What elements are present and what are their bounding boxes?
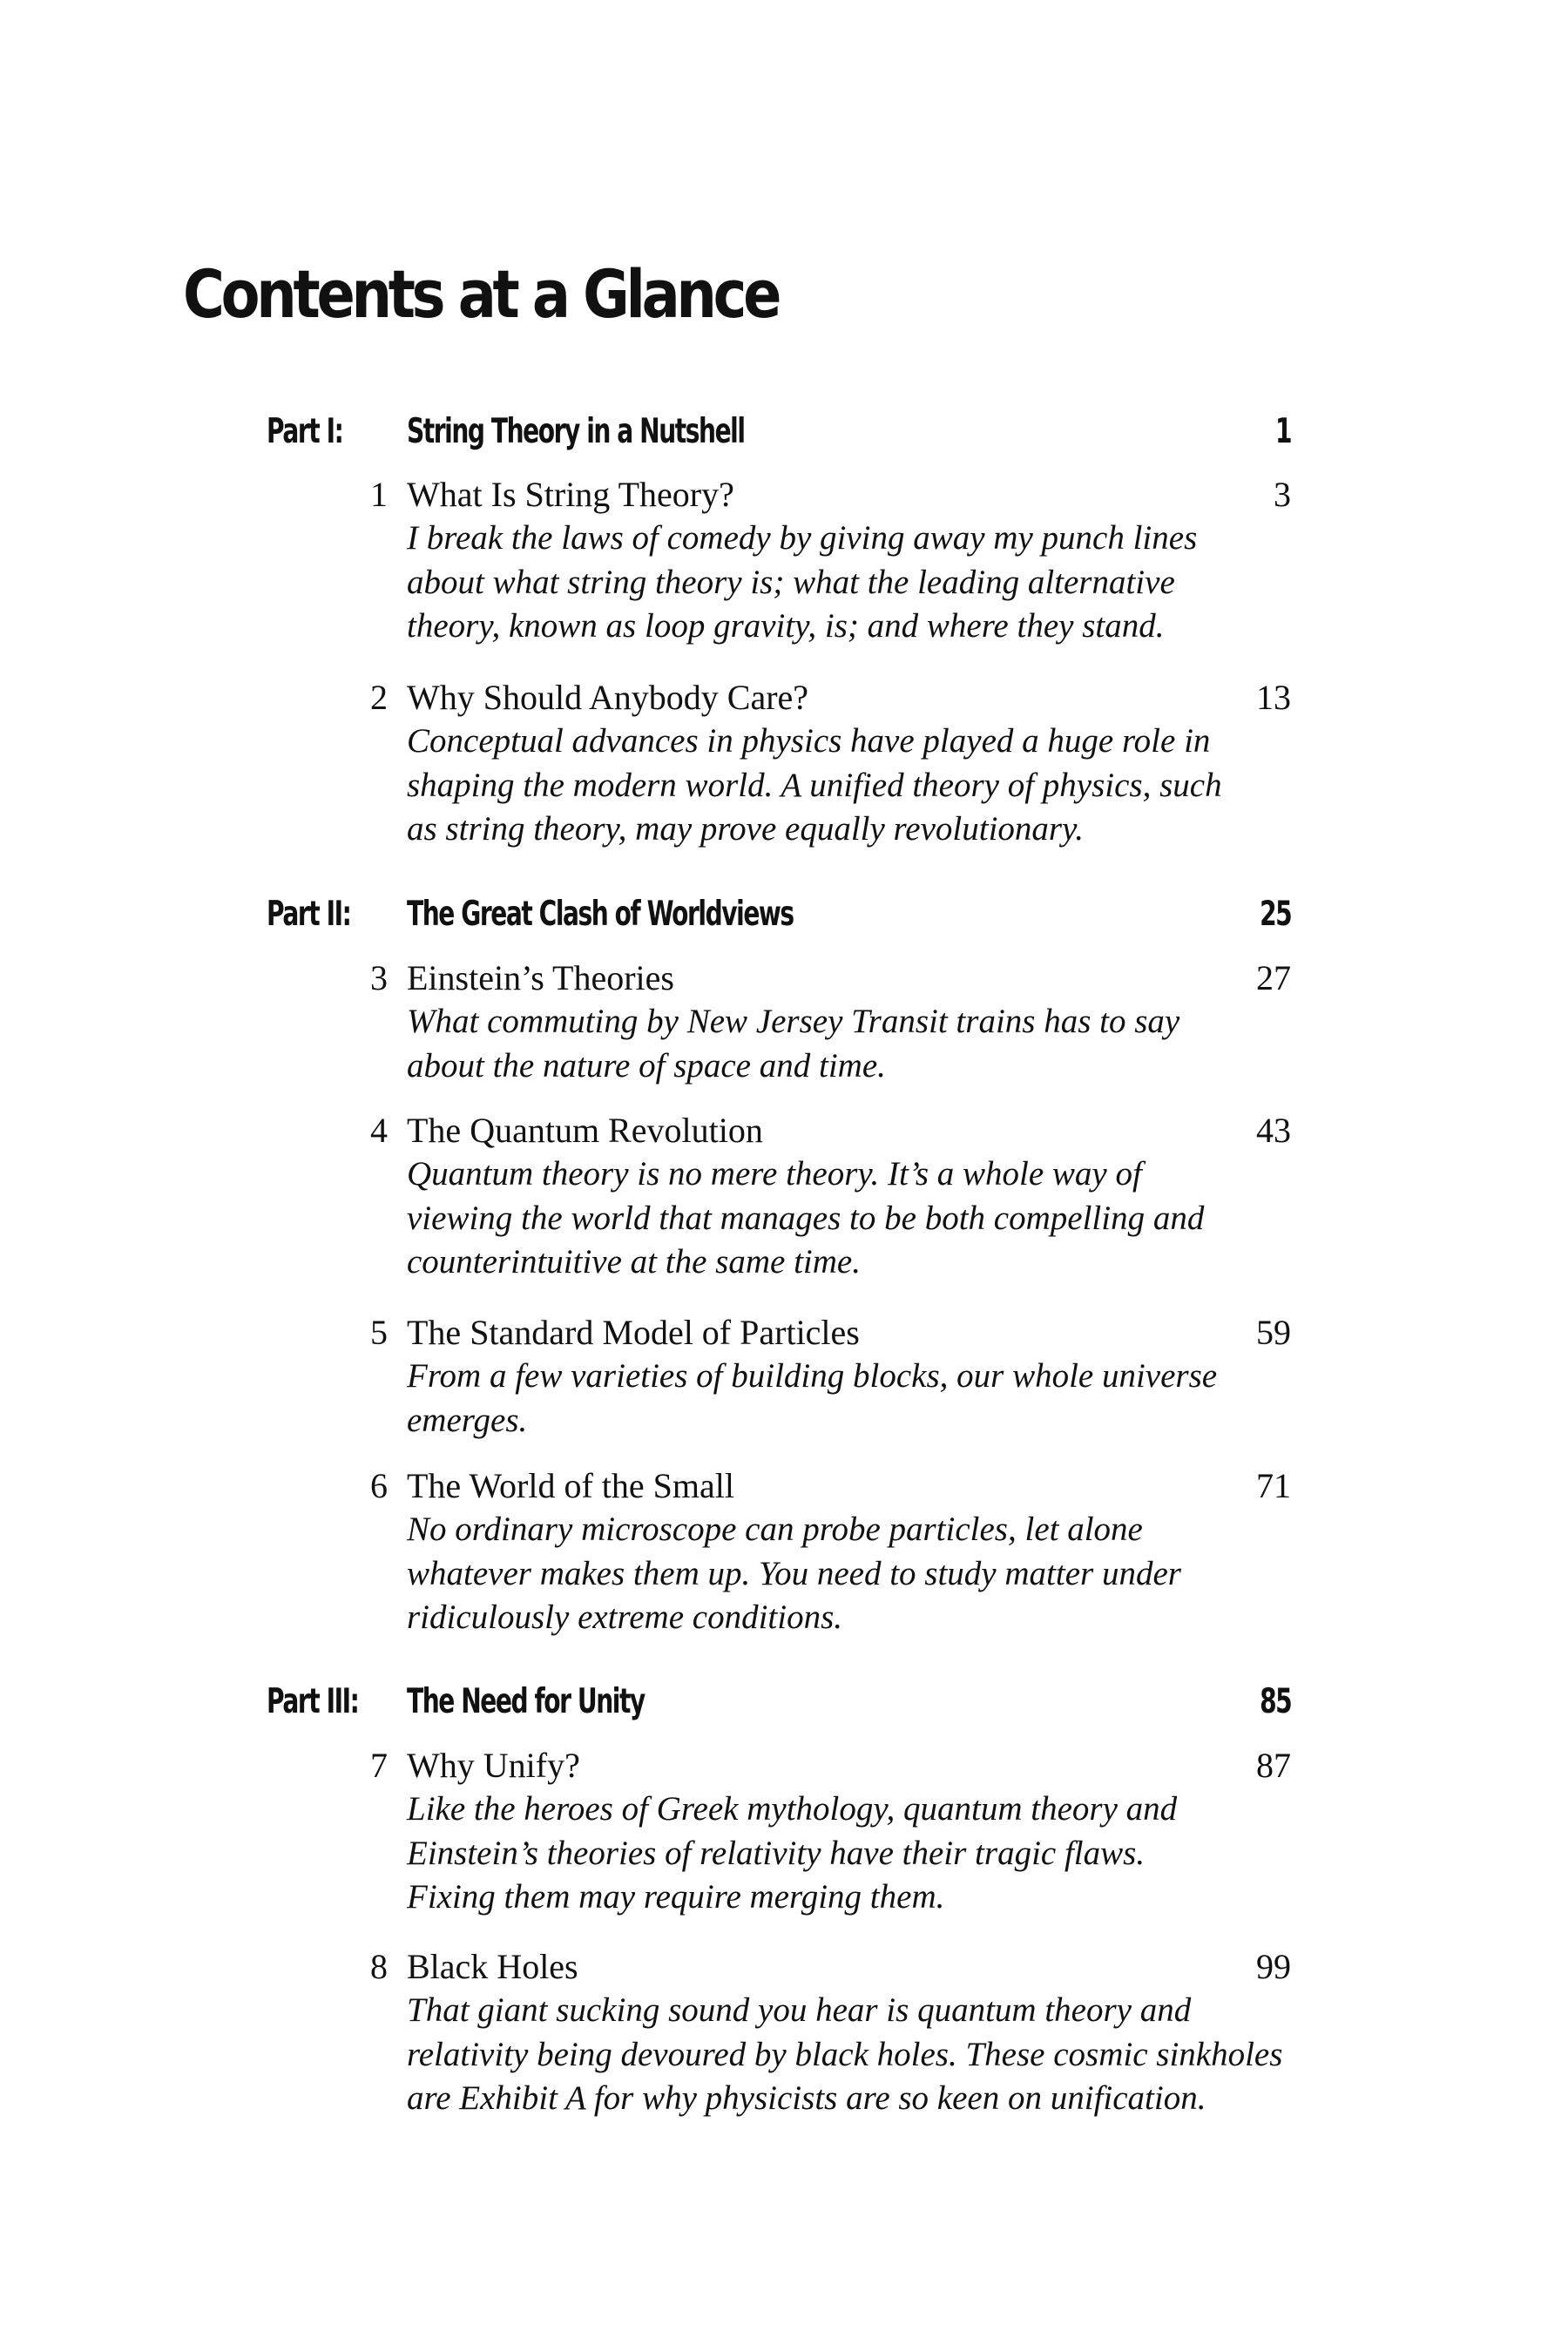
chapter-description: What commuting by New Jersey Transit trains has to say about the nature of space and time. <box>407 1003 1180 1085</box>
chapter-title: The Standard Model of Particles <box>407 1313 860 1352</box>
chapter-number: 1 <box>370 475 388 514</box>
part-heading <box>0 890 1568 939</box>
part-title: String Theory in a Nutshell <box>407 412 745 451</box>
chapter-title: Black Holes <box>407 1947 578 1986</box>
chapter-number: 7 <box>370 1746 388 1785</box>
chapter-title: Einstein’s Theories <box>407 958 674 997</box>
chapter-title: Why Unify? <box>407 1746 580 1785</box>
part-label: Part I: <box>267 412 343 451</box>
part-title: The Great Clash of Worldviews <box>407 895 794 934</box>
chapter-page-number: 99 <box>1256 1947 1291 1986</box>
chapter-page-number: 27 <box>1256 958 1291 997</box>
part-label: Part III: <box>267 1682 359 1721</box>
chapter-title: The Quantum Revolution <box>407 1111 763 1150</box>
chapter-description: I break the laws of comedy by giving away my punch lines about what string theory is; what the leading alternative theory, known as loop gravity, is; and where they stand. <box>407 519 1198 645</box>
chapter-page-number: 71 <box>1256 1466 1291 1505</box>
chapter-number: 2 <box>370 678 388 717</box>
chapter-number: 4 <box>370 1111 388 1150</box>
chapter-title: What Is String Theory? <box>407 475 734 514</box>
part-title: The Need for Unity <box>407 1682 645 1721</box>
chapter-number: 5 <box>370 1313 388 1352</box>
chapter-title: Why Should Anybody Care? <box>407 678 809 717</box>
chapter-description: From a few varieties of building blocks, our whole universe emerges. <box>407 1357 1218 1439</box>
chapter-description: No ordinary microscope can probe particles, let alone whatever makes them up. You need to study matter under ridiculously extreme conditions. <box>407 1511 1181 1636</box>
part-heading <box>0 408 1568 456</box>
part-label: Part II: <box>267 895 351 934</box>
chapter-title: The World of the Small <box>407 1466 734 1505</box>
chapter-number: 6 <box>370 1466 388 1505</box>
chapter-page-number: 43 <box>1256 1111 1291 1150</box>
chapter-number: 8 <box>370 1947 388 1986</box>
chapter-page-number: 13 <box>1256 678 1291 717</box>
part-page-number: 1 <box>1274 412 1291 451</box>
part-page-number: 85 <box>1259 1682 1291 1721</box>
chapter-description: Like the heroes of Greek mythology, quantum theory and Einstein’s theories of relativity have their tragic flaws. Fixing them may require merging them. <box>407 1790 1178 1916</box>
chapter-page-number: 59 <box>1256 1313 1291 1352</box>
chapter-description: That giant sucking sound you hear is quantum theory and relativity being devoured by black holes. These cosmic sinkholes are Exhibit A for why physicists are so keen on unification. <box>407 1991 1283 2117</box>
chapter-description: Quantum theory is no mere theory. It’s a whole way of viewing the world that manages to be both compelling and counterintuitive at the same time. <box>407 1155 1205 1281</box>
part-page-number: 25 <box>1259 895 1291 934</box>
chapter-description: Conceptual advances in physics have played a huge role in shaping the modern world. A unified theory of physics, such as string theory, may prove equally revolutionary. <box>407 722 1222 848</box>
chapter-number: 3 <box>370 958 388 997</box>
chapter-page-number: 87 <box>1256 1746 1291 1785</box>
part-heading <box>0 1678 1568 1727</box>
page-title: Contents at a Glance <box>183 255 779 333</box>
chapter-page-number: 3 <box>1274 475 1291 514</box>
